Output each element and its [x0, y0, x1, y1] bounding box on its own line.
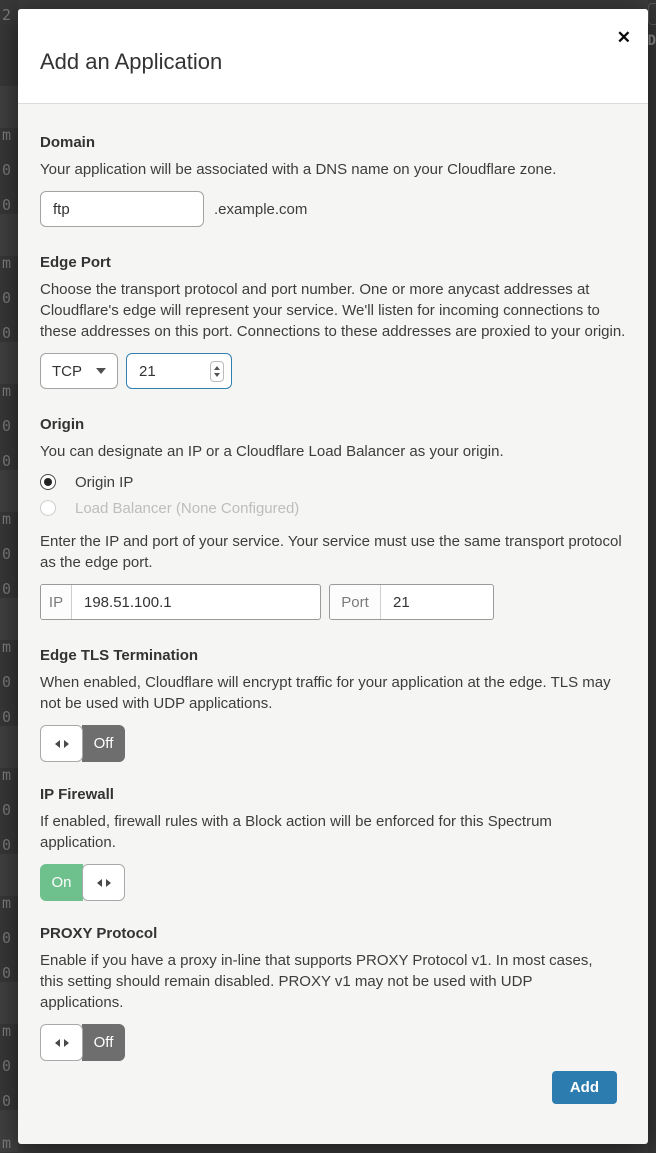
origin-port-input[interactable]: [381, 585, 493, 619]
toggle-knob-icon: [40, 725, 83, 762]
protocol-selected-value: TCP: [52, 362, 82, 380]
domain-description: Your application will be associated with a DNS name on your Cloudflare zone.: [40, 161, 557, 178]
origin-ip-input[interactable]: [72, 585, 320, 619]
add-button[interactable]: Add: [552, 1071, 617, 1104]
protocol-select[interactable]: [40, 353, 118, 389]
domain-input[interactable]: [40, 191, 204, 227]
add-application-modal: [18, 9, 648, 1144]
radio-origin-ip-label: Origin IP: [75, 473, 134, 491]
ip-firewall-section: [40, 786, 626, 901]
origin-section: [40, 416, 626, 620]
proxy-protocol-toggle-state: Off: [82, 1024, 125, 1061]
domain-label: Domain: [40, 134, 96, 151]
stepper-down-icon[interactable]: [214, 373, 220, 377]
proxy-protocol-toggle[interactable]: [40, 1024, 125, 1061]
background-box-fragment: [648, 3, 656, 25]
ip-firewall-label: IP Firewall: [40, 786, 114, 803]
edge-port-label: Edge Port: [40, 254, 111, 271]
edge-port-description: Choose the transport protocol and port number. One or more anycast addresses at Cloudflare's edge will represent your service. We'll listen for incoming connections to these addresses on this port. Connections to these addresses are proxied to your origin.: [40, 281, 626, 340]
origin-ip-group: [40, 584, 321, 620]
background-text-fragment: D: [647, 33, 656, 49]
ip-firewall-description: If enabled, firewall rules with a Block action will be enforced for this Spectrum application.: [40, 813, 552, 851]
origin-ip-prefix: IP: [41, 585, 72, 619]
ip-firewall-toggle-state: On: [40, 864, 83, 901]
origin-description: You can designate an IP or a Cloudflare Load Balancer as your origin.: [40, 443, 504, 460]
close-icon[interactable]: ✕: [616, 28, 631, 47]
radio-load-balancer-label: Load Balancer (None Configured): [75, 499, 300, 517]
overlay-left-strip: 2 m 0 0 m 0 0 m 0 0 m 0 0 m 0 0 m 0 0 m 0 0 m 0 0 m: [0, 0, 18, 1153]
modal-body: [18, 104, 648, 1104]
chevron-down-icon: [96, 368, 106, 374]
edge-port-section: [40, 254, 626, 389]
toggle-knob-icon: [82, 864, 125, 901]
modal-footer: [40, 1071, 626, 1104]
edge-tls-toggle-state: Off: [82, 725, 125, 762]
origin-port-prefix: Port: [330, 585, 381, 619]
modal-title: Add an Application: [40, 49, 223, 74]
proxy-protocol-description: Enable if you have a proxy in-line that supports PROXY Protocol v1. In most cases, this setting should remain disabled. PROXY v1 may not be used with UDP applications.: [40, 952, 593, 1011]
radio-load-balancer: [40, 495, 626, 521]
ip-firewall-toggle[interactable]: [40, 864, 125, 901]
origin-port-group: [329, 584, 494, 620]
edge-tls-toggle[interactable]: [40, 725, 125, 762]
proxy-protocol-label: PROXY Protocol: [40, 925, 158, 942]
domain-suffix: .example.com: [214, 200, 308, 218]
origin-ip-description: Enter the IP and port of your service. Your service must use the same transport protocol as the edge port.: [40, 533, 622, 571]
edge-tls-label: Edge TLS Termination: [40, 647, 199, 664]
toggle-knob-icon: [40, 1024, 83, 1061]
edge-port-input-wrap: [126, 353, 232, 389]
overlay-right-strip: [648, 0, 656, 1153]
radio-selected-icon: [40, 474, 56, 490]
stepper-up-icon[interactable]: [214, 366, 220, 370]
edge-tls-section: [40, 647, 626, 762]
number-stepper[interactable]: [210, 361, 224, 382]
proxy-protocol-section: [40, 925, 626, 1061]
origin-label: Origin: [40, 416, 85, 433]
radio-disabled-icon: [40, 500, 56, 516]
radio-origin-ip[interactable]: [40, 469, 626, 495]
edge-tls-description: When enabled, Cloudflare will encrypt traffic for your application at the edge. TLS may not be used with UDP applications.: [40, 674, 611, 712]
domain-section: [40, 134, 626, 227]
modal-header: [18, 9, 648, 104]
